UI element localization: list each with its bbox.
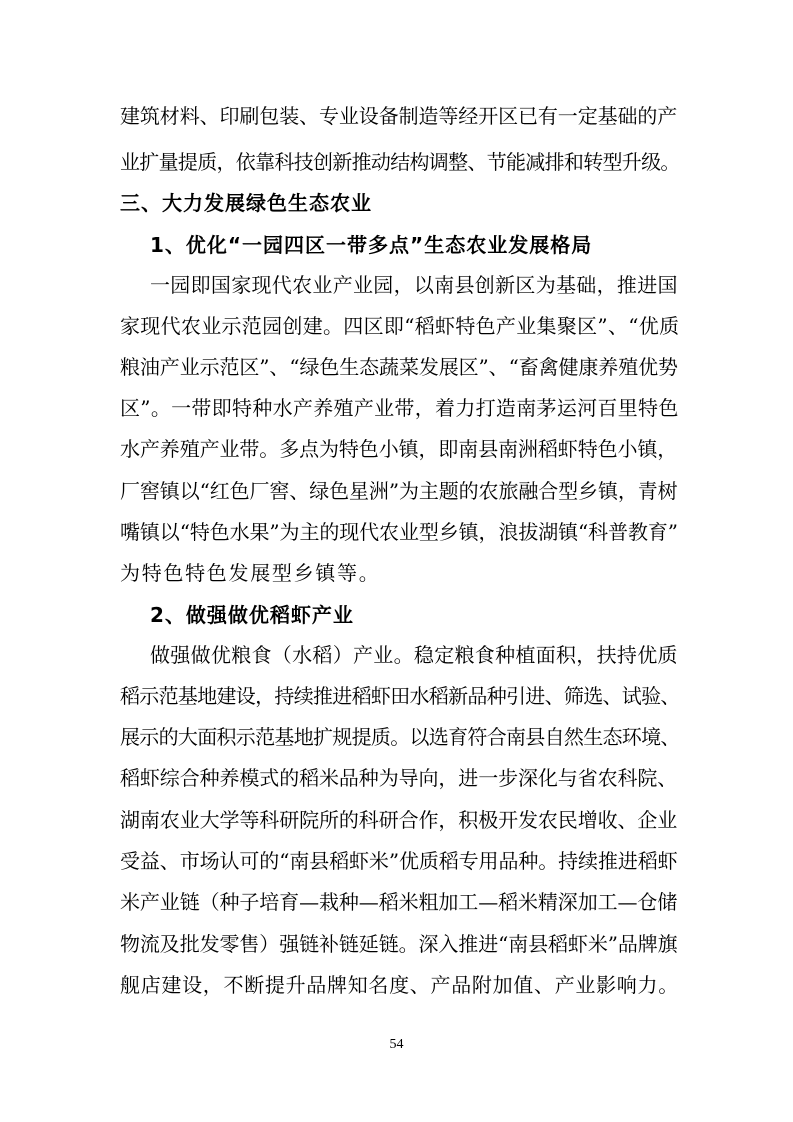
body-text-line: 区”。一带即特种水产养殖产业带，着力打造南茅运河百里特色: [120, 396, 679, 420]
subsection-heading: 2、做强做优稻虾产业: [150, 603, 354, 627]
body-text-line: 受益、市场认可的“南县稻虾米”优质稻专用品种。持续推进稻虾: [120, 849, 678, 873]
body-text-line: 粮油产业示范区”、“绿色生态蔬菜发展区”、“畜禽健康养殖优势: [120, 355, 678, 379]
body-text-line: 湖南农业大学等科研院所的科研合作，积极开发农民增收、企业: [120, 808, 678, 832]
body-text-line: 为特色特色发展型乡镇等。: [120, 561, 381, 585]
body-text-line: 物流及批发零售）强链补链延链。深入推进“南县稻虾米”品牌旗: [120, 932, 678, 956]
body-text-line: 业扩量提质，依靠科技创新推动结构调整、节能减排和转型升级。: [120, 150, 680, 174]
body-text-line: 稻虾综合种养模式的稻米品种为导向，进一步深化与省农科院、: [120, 766, 678, 790]
body-text-line: 展示的大面积示范基地扩规提质。以选育符合南县自然生态环境、: [120, 725, 680, 749]
body-text-line: 舰店建设，不断提升品牌知名度、产品附加值、产业影响力。: [120, 973, 679, 997]
body-text-line: 家现代农业示范园创建。四区即“稻虾特色产业集聚区”、“优质: [120, 314, 680, 338]
body-text-line: 水产养殖产业带。多点为特色小镇，即南县南洲稻虾特色小镇，: [120, 437, 678, 461]
subsection-heading: 1、优化“一园四区一带多点”生态农业发展格局: [150, 233, 593, 257]
body-text-line: 米产业链（种子培育—栽种—稻米粗加工—稻米精深加工—仓储: [120, 890, 678, 914]
body-text-line: 建筑材料、印刷包装、专业设备制造等经开区已有一定基础的产: [120, 104, 678, 128]
body-text-line: 一园即国家现代农业产业园，以南县创新区为基础，推进国: [150, 273, 678, 297]
body-text-line: 嘴镇以“特色水果”为主的现代农业型乡镇，浪拔湖镇“科普教育”: [120, 520, 678, 544]
body-text-line: 厂窖镇以“红色厂窖、绿色星洲”为主题的农旅融合型乡镇，青树: [120, 479, 678, 503]
body-text-line: 稻示范基地建设，持续推进稻虾田水稻新品种引进、筛选、试验、: [120, 684, 680, 708]
section-heading: 三、大力发展绿色生态农业: [120, 191, 372, 215]
page-number: 54: [389, 1037, 404, 1052]
body-text-line: 做强做优粮食（水稻）产业。稳定粮食种植面积，扶持优质: [150, 643, 678, 667]
